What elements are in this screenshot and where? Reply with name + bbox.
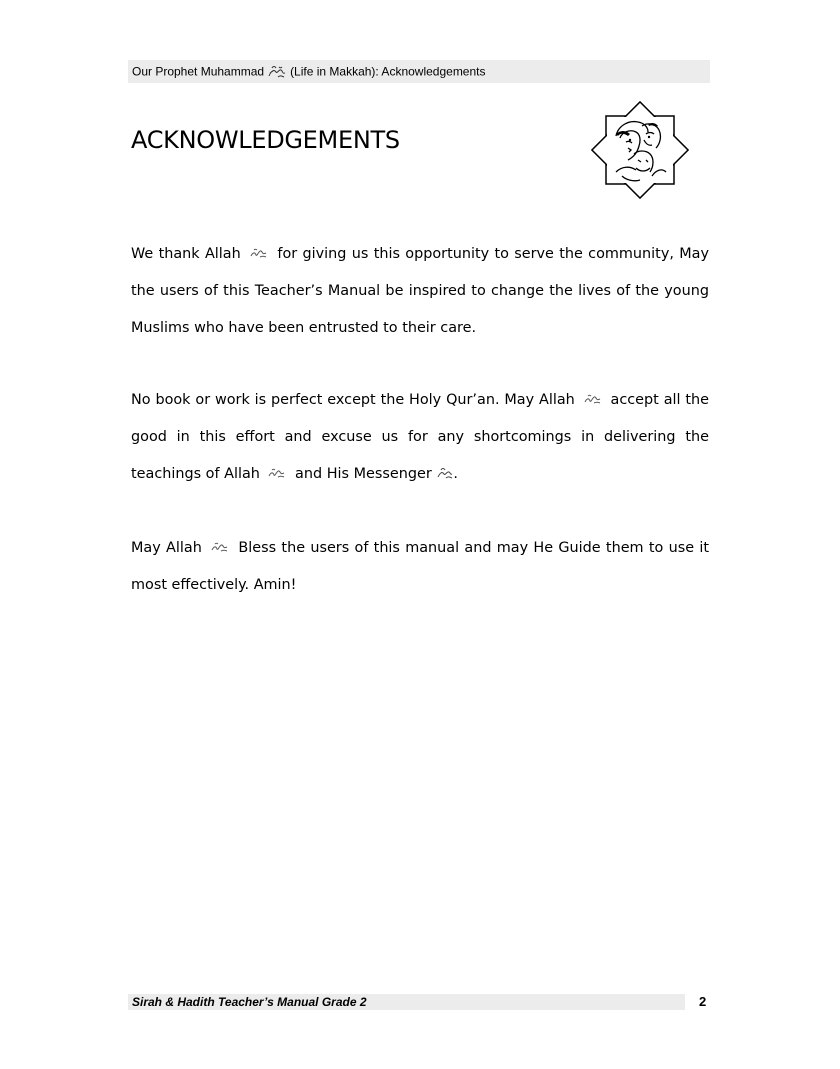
saw-honorific-icon: [437, 467, 453, 479]
paragraph-1-rest: for giving us this opportunity to serve the community, May the users of this Teacher’s Manual be inspired to change the lives of the young Muslims who have been entrusted to their care.: [131, 246, 709, 336]
paragraph-3-start: May Allah: [131, 540, 208, 556]
page-number: 2: [699, 994, 707, 1009]
paragraph-2-middle: accept all the good in this effort and excuse us for any shortcomings in delivering the teachings of Allah: [131, 392, 709, 482]
running-footer: Sirah & Hadith Teacher’s Manual Grade 2: [128, 994, 685, 1010]
paragraph-2-end: .: [453, 466, 458, 482]
swt-honorific-icon: [268, 467, 286, 479]
paragraph-3-rest: Bless the users of this manual and may He Guide them to use it most effectively. Amin!: [131, 540, 710, 593]
paragraph-thanks: [131, 236, 709, 347]
header-title-start: Our Prophet Muhammad: [132, 64, 265, 79]
prophet-figures-emblem-icon: [586, 96, 694, 204]
saw-honorific-icon: [267, 65, 287, 79]
paragraph-2-start: No book or work is perfect except the Holy Qur’an. May Allah: [131, 392, 580, 408]
running-header: [128, 60, 710, 83]
page-title: ACKNOWLEDGEMENTS: [131, 126, 400, 154]
paragraph-blessing: [131, 530, 709, 604]
paragraph-2-messenger: and His Messenger: [290, 466, 437, 482]
paragraph-imperfection: [131, 382, 709, 493]
header-title-end: (Life in Makkah): Acknowledgements: [290, 64, 486, 79]
paragraph-1-start: We thank Allah: [131, 246, 247, 262]
swt-honorific-icon: [250, 247, 268, 259]
swt-honorific-icon: [584, 393, 602, 405]
swt-honorific-icon: [211, 541, 229, 553]
